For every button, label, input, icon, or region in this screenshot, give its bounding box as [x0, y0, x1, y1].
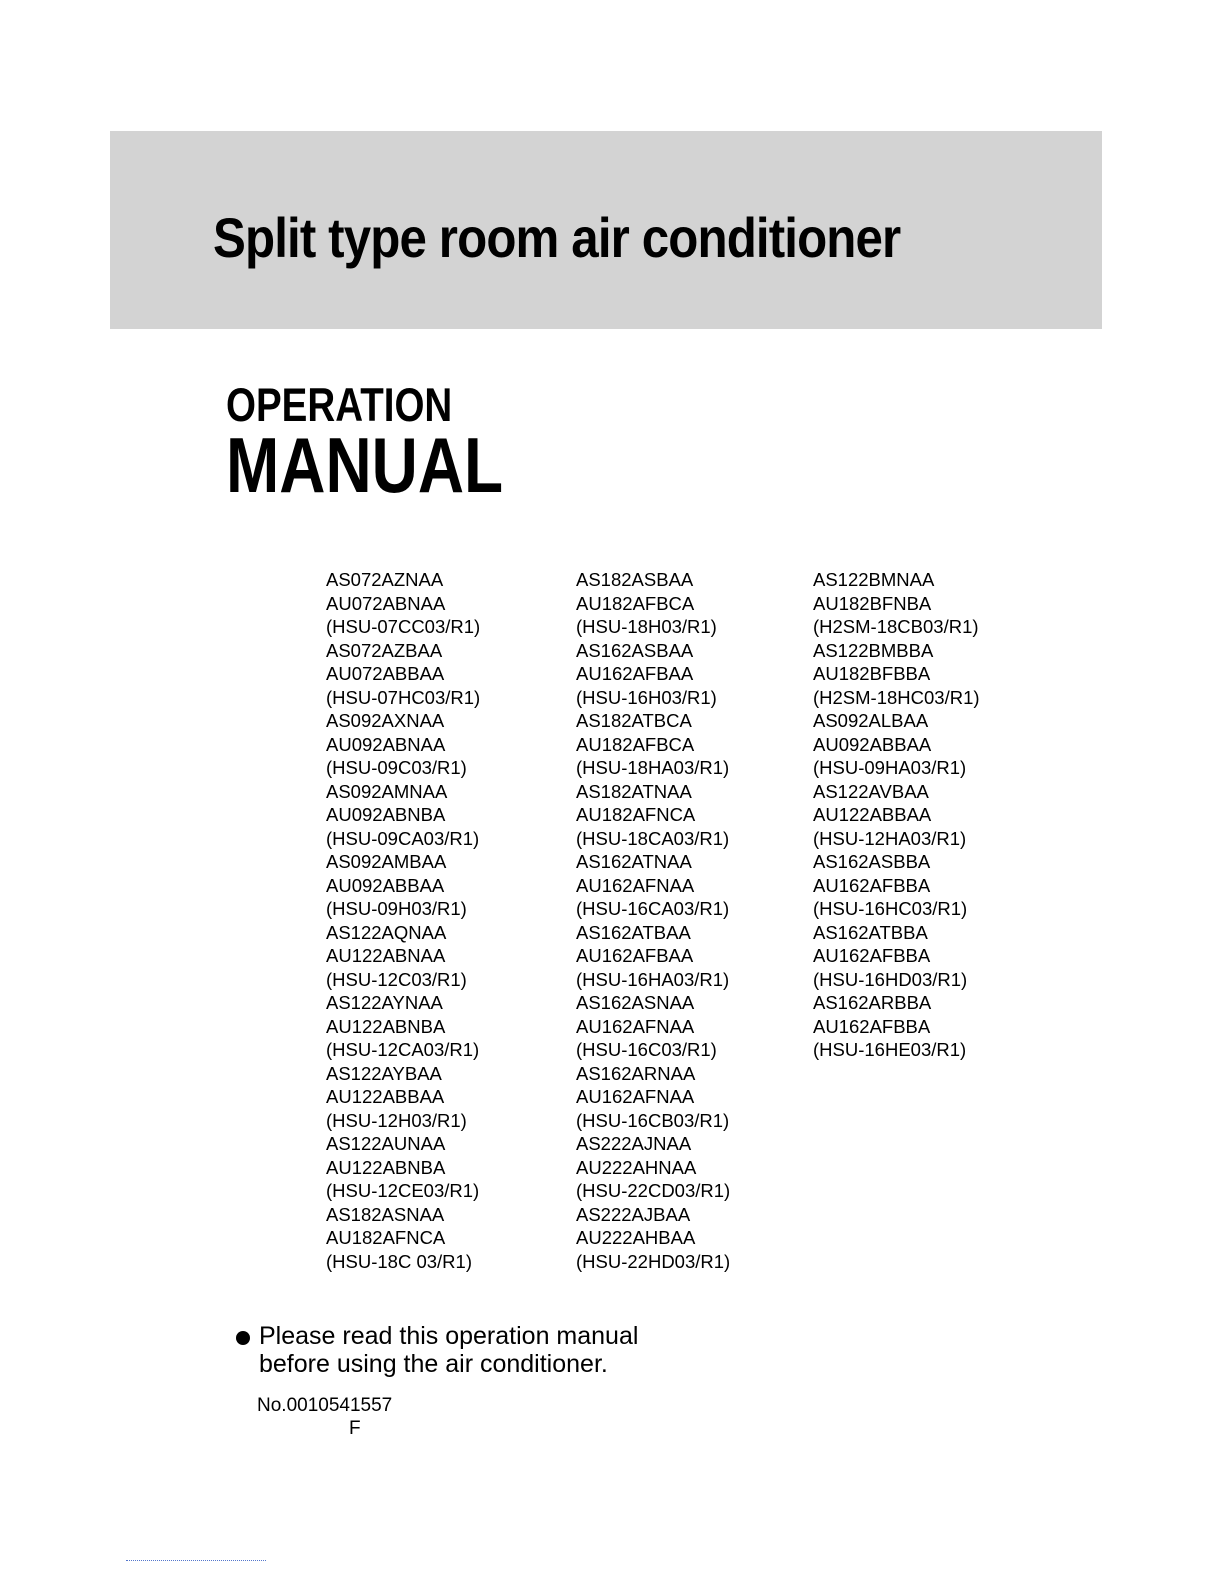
model-list-item: (HSU-16HE03/R1): [813, 1039, 967, 1060]
model-list-item: AS162ATBAA: [576, 921, 691, 943]
model-list-item: (HSU-22HD03/R1): [576, 1250, 731, 1272]
model-list-item: (HSU-16CA03/R1): [576, 898, 730, 919]
model-list-item: AS162ASBBA: [813, 851, 931, 872]
model-list-item: (HSU-16CB03/R1): [576, 1109, 730, 1131]
model-list-item: AU162AFNAA: [576, 1086, 695, 1107]
model-list-item: AS122AUNAA: [326, 1133, 446, 1154]
model-list-item: AS182ATBCA: [576, 710, 692, 731]
model-list-item: AU182BFNBA: [813, 592, 932, 614]
model-list-item: (HSU-12CA03/R1): [326, 1039, 480, 1060]
model-list-item: (HSU-12CE03/R1): [326, 1180, 480, 1201]
model-list-item: AU122ABNAA: [326, 945, 446, 966]
model-list-item: AU162AFBAA: [576, 945, 694, 966]
model-list-item: AU162AFBBA: [813, 945, 931, 966]
model-list-item: AU182AFNCA: [576, 804, 696, 825]
model-list-item: AS092ALBAA: [813, 710, 929, 731]
model-list-item: AS162ARNAA: [576, 1062, 696, 1084]
model-list-item: AS162ATBBA: [813, 921, 928, 943]
model-list-item: (HSU-18HA03/R1): [576, 757, 730, 778]
model-list-item: AS122BMNAA: [813, 569, 935, 590]
document-revision: F: [349, 1418, 361, 1439]
model-list-item: (HSU-09H03/R1): [326, 898, 467, 919]
notice-line-2: before using the air conditioner.: [259, 1350, 608, 1378]
model-list-item: (HSU-18H03/R1): [576, 616, 717, 637]
model-list-item: AS092AXNAA: [326, 710, 445, 731]
model-list-item: AU162AFNAA: [576, 874, 695, 896]
model-list-item: AS122AYNAA: [326, 992, 443, 1013]
notice-text: [259, 1322, 638, 1378]
model-list-item: (HSU-18C 03/R1): [326, 1250, 472, 1272]
model-list-item: (HSU-16C03/R1): [576, 1039, 717, 1060]
banner-title: Split type room air conditioner: [213, 206, 901, 269]
model-list-item: AU182AFBCA: [576, 592, 695, 614]
model-list-item: AU162AFBBA: [813, 874, 931, 896]
model-list-item: AU182BFBBA: [813, 663, 931, 684]
model-list-item: AU092ABBAA: [813, 733, 932, 755]
model-list-item: AS122AYBAA: [326, 1062, 442, 1084]
model-list-item: (HSU-12HA03/R1): [813, 827, 967, 849]
document-number: No.0010541557: [257, 1395, 393, 1416]
model-list-item: (HSU-18CA03/R1): [576, 827, 730, 849]
model-list-item: AS092AMNAA: [326, 780, 448, 802]
model-list-item: AU122ABNBA: [326, 1015, 446, 1037]
model-list-item: AU122ABBAA: [813, 804, 932, 825]
model-list-item: AS122AVBAA: [813, 780, 929, 802]
model-list-item: AU092ABNAA: [326, 733, 446, 755]
model-list-item: AS162ASNAA: [576, 992, 695, 1013]
model-list-item: AS072AZNAA: [326, 569, 444, 590]
model-list-item: AU092ABNBA: [326, 804, 446, 825]
model-list-item: AU072ABBAA: [326, 663, 445, 684]
model-list-item: AS162ARBBA: [813, 992, 932, 1013]
model-list-item: AU122ABBAA: [326, 1086, 445, 1107]
model-list-item: (HSU-16HA03/R1): [576, 968, 730, 990]
model-list-item: AU122ABNBA: [326, 1156, 446, 1178]
bullet-icon: [236, 1331, 250, 1345]
title-manual: MANUAL: [226, 421, 504, 509]
model-list-item: (HSU-07HC03/R1): [326, 686, 481, 708]
read-manual-notice: [236, 1322, 638, 1378]
model-list-item: (HSU-16H03/R1): [576, 686, 717, 708]
model-list-item: AS122BMBBA: [813, 639, 934, 661]
model-list-item: AU072ABNAA: [326, 592, 446, 614]
model-list-item: AU222AHNAA: [576, 1156, 697, 1178]
model-list-item: AU092ABBAA: [326, 874, 445, 896]
model-list-item: (HSU-22CD03/R1): [576, 1180, 731, 1201]
model-list-item: (HSU-09C03/R1): [326, 757, 467, 778]
model-list-item: (H2SM-18CB03/R1): [813, 616, 979, 637]
model-list-column-2: [576, 568, 730, 1273]
model-list-item: AS162ASBAA: [576, 639, 694, 661]
model-list-item: AU182AFBCA: [576, 733, 695, 755]
model-list-item: (HSU-09HA03/R1): [813, 757, 967, 778]
model-list-item: AS092AMBAA: [326, 851, 447, 872]
model-list-item: AS222AJBAA: [576, 1203, 691, 1225]
model-list-item: AS222AJNAA: [576, 1133, 692, 1154]
model-list-column-3: [813, 568, 980, 1062]
model-list-item: (HSU-07CC03/R1): [326, 616, 481, 637]
model-list-item: AU222AHBAA: [576, 1227, 696, 1248]
model-list-item: AU162AFBAA: [576, 663, 694, 684]
model-list-item: AS162ATNAA: [576, 851, 692, 872]
model-list-column-1: [326, 568, 480, 1273]
footer-divider: [126, 1560, 266, 1561]
model-list-item: (H2SM-18HC03/R1): [813, 686, 980, 708]
notice-line-1: Please read this operation manual: [259, 1322, 639, 1350]
model-list-item: (HSU-09CA03/R1): [326, 827, 480, 849]
model-list-item: AS122AQNAA: [326, 921, 447, 943]
model-list-item: (HSU-16HD03/R1): [813, 968, 968, 990]
model-list-item: (HSU-12C03/R1): [326, 968, 467, 990]
model-list-item: AS182ASNAA: [326, 1203, 445, 1225]
model-list-item: (HSU-12H03/R1): [326, 1109, 467, 1131]
model-list-item: AU182AFNCA: [326, 1227, 446, 1248]
title-operation: OPERATION: [226, 378, 453, 431]
model-list-item: AU162AFBBA: [813, 1015, 931, 1037]
model-list-item: AU162AFNAA: [576, 1015, 695, 1037]
model-list-item: AS072AZBAA: [326, 639, 443, 661]
model-list-item: (HSU-16HC03/R1): [813, 898, 968, 919]
model-list-item: AS182ATNAA: [576, 780, 692, 802]
model-list-item: AS182ASBAA: [576, 569, 694, 590]
